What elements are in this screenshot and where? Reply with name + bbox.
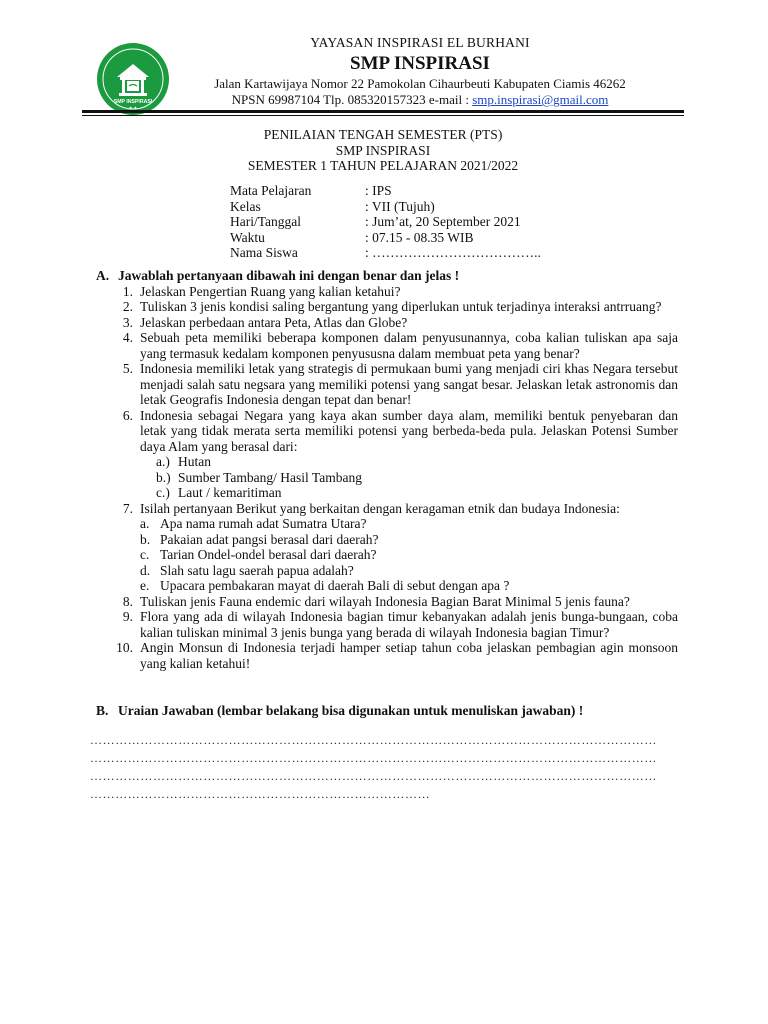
school-logo [97, 43, 169, 115]
sub-question-marker: c.) [156, 485, 170, 500]
question-body [140, 594, 678, 610]
question-number: 7. [122, 500, 133, 516]
answer-line[interactable]: ……………………………………………………………………… [90, 787, 431, 801]
school-address: Jalan Kartawijaya Nomor 22 Pamokolan Cihaurbeuti Kabupaten Ciamis 46262 [214, 76, 626, 91]
question-body [140, 299, 678, 315]
question-body [140, 315, 678, 331]
sub-question [140, 485, 678, 501]
sub-question [140, 470, 678, 486]
section-a-letter: A. [96, 268, 110, 283]
logo-text: SMP INSPIRASI [113, 99, 153, 105]
sub-question-text: Laut / kemaritiman [178, 485, 282, 500]
info-row [230, 230, 541, 246]
sub-question [140, 547, 678, 563]
question-number: 4. [122, 330, 133, 345]
section-b-title: Uraian Jawaban (lembar belakang bisa digunakan untuk menuliskan jawaban) ! [118, 703, 584, 718]
question-number: 9. [122, 609, 133, 624]
question-item [96, 594, 678, 610]
title-line-2: SMP INSPIRASI [335, 142, 431, 158]
question-text: Isilah pertanyaan Berikut yang berkaitan dengan keragaman etnik dan budaya Indonesia: [140, 500, 620, 516]
info-row [230, 245, 541, 261]
foundation-name: YAYASAN INSPIRASI EL BURHANI [310, 35, 530, 50]
section-a-heading [96, 268, 678, 284]
sub-question-list [140, 454, 678, 501]
section-b [96, 703, 678, 719]
question-number: 5. [122, 361, 133, 376]
answer-line[interactable]: ……………………………………………………………………………………………………………………… [90, 769, 657, 783]
question-body [140, 330, 678, 361]
question-number: 6. [122, 407, 133, 423]
sub-question-text: Hutan [178, 454, 211, 469]
sub-question [140, 532, 678, 548]
info-value: : IPS [365, 183, 392, 198]
sub-question [140, 454, 678, 470]
sub-question [140, 563, 678, 579]
question-number: 8. [122, 593, 133, 609]
question-item [96, 361, 678, 408]
question-item [96, 330, 678, 361]
section-a [96, 268, 678, 671]
question-text: Jelaskan Pengertian Ruang yang kalian ketahui? [140, 283, 401, 299]
title-line-1: PENILAIAN TENGAH SEMESTER (PTS) [263, 127, 503, 142]
question-item [96, 299, 678, 315]
info-label: Mata Pelajaran [230, 183, 312, 198]
sub-question-text: Apa nama rumah adat Sumatra Utara? [160, 516, 367, 531]
sub-question-marker: b. [140, 531, 151, 547]
header-divider-thin [82, 115, 684, 116]
section-a-title: Jawablah pertanyaan dibawah ini dengan benar dan jelas ! [118, 268, 460, 283]
answer-line[interactable]: ……………………………………………………………………………………………………………………… [90, 733, 657, 747]
question-list [96, 284, 678, 672]
question-body [140, 609, 678, 640]
question-item [96, 640, 678, 671]
question-number: 10. [116, 640, 133, 655]
info-row [230, 183, 541, 199]
question-text: Tuliskan jenis Fauna endemic dari wilayah Indonesia Bagian Barat Minimal 5 jenis fauna? [140, 593, 630, 609]
section-b-letter: B. [96, 703, 109, 718]
sub-question-text: Sumber Tambang/ Hasil Tambang [178, 469, 362, 485]
info-value: : VII (Tujuh) [365, 198, 435, 214]
question-text: Angin Monsun di Indonesia terjadi hamper setiap tahun coba jelaskan pembagian agin monsoon yang kalian ketahui! [140, 640, 678, 671]
sub-question-marker: a.) [156, 454, 170, 469]
question-body [140, 501, 678, 594]
exam-info [230, 183, 541, 261]
info-label: Hari/Tanggal [230, 214, 302, 229]
question-number: 1. [122, 283, 133, 299]
question-text: Indonesia memiliki letak yang strategis di permukaan bumi yang menjadi ciri khas Negara tersebut menjadi salah satu negsara yang memiliki potensi yang sangat besar. Jelaskan letak astronomis dan letak Geografis Indonesia dengan tepat dan benar! [140, 361, 678, 407]
question-text: Jelaskan perbedaan antara Peta, Atlas dan Globe? [140, 314, 408, 330]
question-number: 2. [122, 299, 133, 314]
question-item [96, 315, 678, 331]
sub-question [140, 578, 678, 594]
exam-title [82, 127, 684, 174]
letterhead [180, 34, 660, 108]
info-label: Kelas [230, 198, 261, 214]
school-contact [180, 92, 660, 108]
sub-question-text: Tarian Ondel-ondel berasal dari daerah? [160, 547, 377, 562]
question-number: 3. [122, 314, 133, 330]
logo-stars: ★ ★ [128, 105, 138, 110]
sub-question-text: Pakaian adat pangsi berasal dari daerah? [160, 531, 379, 547]
question-item [96, 284, 678, 300]
info-row [230, 199, 541, 215]
email-link[interactable]: smp.inspirasi@gmail.com [472, 92, 609, 107]
question-item [96, 408, 678, 501]
info-label: Nama Siswa [230, 245, 298, 260]
question-text: Indonesia sebagai Negara yang kaya akan sumber daya alam, memiliki bentuk penyebaran dan letak yang tidak merata serta memiliki potensi yang berbeda-beda pula. Jelaskan Potensi Sumber daya Alam yang berasal dari: [140, 407, 678, 454]
section-b-heading [96, 703, 678, 719]
info-value: : ……………………………….. [365, 245, 541, 260]
sub-question-marker: b.) [156, 469, 171, 485]
answer-lines[interactable] [90, 731, 680, 803]
question-item [96, 609, 678, 640]
question-body [140, 284, 678, 300]
question-item [96, 501, 678, 594]
header-divider [82, 110, 684, 113]
school-name: SMP INSPIRASI [350, 53, 490, 74]
info-value: : 07.15 - 08.35 WIB [365, 229, 474, 245]
info-label: Waktu [230, 229, 265, 245]
sub-question-marker: a. [140, 516, 150, 531]
title-line-3: SEMESTER 1 TAHUN PELAJARAN 2021/2022 [247, 158, 519, 173]
question-text: Sebuah peta memiliki beberapa komponen dalam penyusunannya, coba kalian tuliskan apa saja yang termasuk kedalam komponen penyususna dalam membuat peta yang benar? [140, 330, 678, 361]
sub-question-marker: d. [140, 562, 151, 578]
sub-question-marker: c. [140, 547, 150, 562]
sub-question-text: Upacara pembakaran mayat di daerah Bali di sebut dengan apa ? [160, 578, 510, 593]
info-row [230, 214, 541, 230]
answer-line[interactable]: ……………………………………………………………………………………………………………………… [90, 751, 657, 765]
contact-prefix: NPSN 69987104 Tlp. 085320157323 e-mail : [231, 92, 473, 107]
sub-question [140, 516, 678, 532]
question-body [140, 361, 678, 408]
question-text: Flora yang ada di wilayah Indonesia bagian timur kebanyakan adalah jenis bunga-bungaan, coba kalian tuliskan minimal 3 jenis bunga yang berada di wilayah Indonesia bagian Timur? [140, 609, 678, 640]
sub-question-text: Slah satu lagu saerah papua adalah? [160, 562, 354, 578]
question-body [140, 640, 678, 671]
question-body [140, 408, 678, 501]
sub-question-list [140, 516, 678, 594]
sub-question-marker: e. [140, 578, 150, 593]
question-text: Tuliskan 3 jenis kondisi saling bergantung yang diperlukan untuk terjadinya interaksi antrruang? [140, 299, 662, 314]
info-value: : Jum’at, 20 September 2021 [365, 214, 521, 229]
